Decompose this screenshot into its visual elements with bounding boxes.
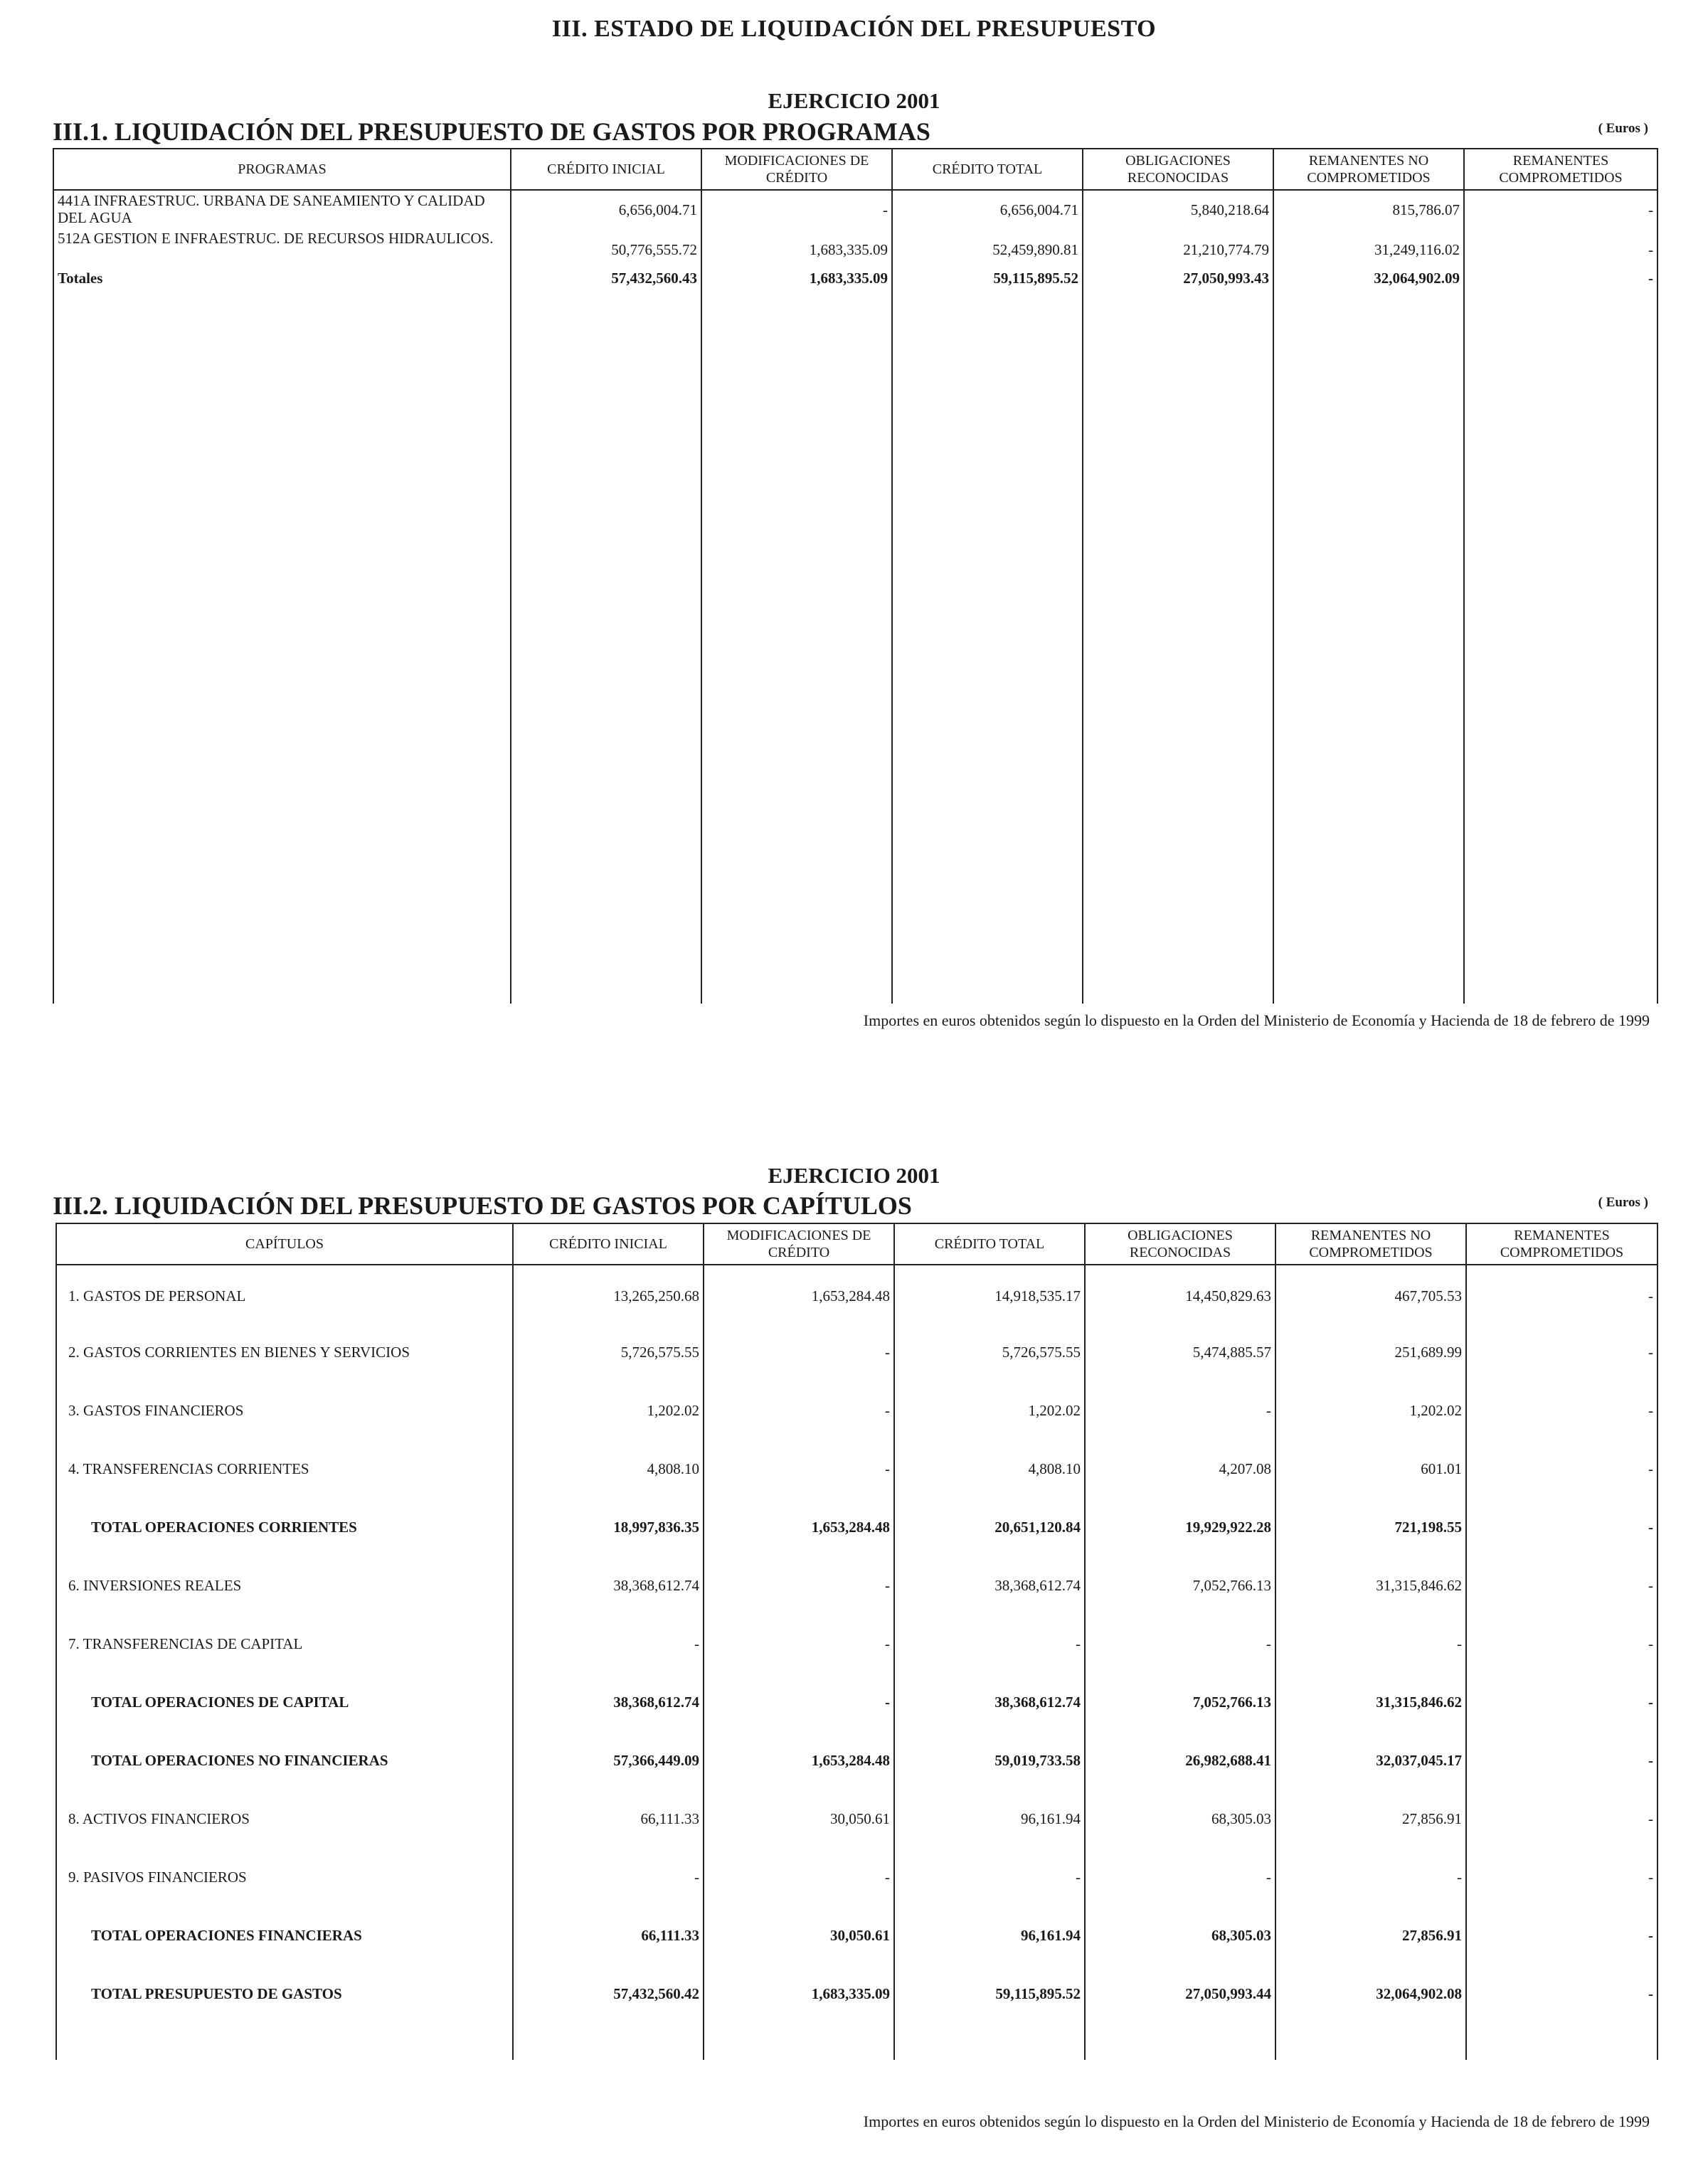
cell-value: 66,111.33 [513,1790,704,1848]
chapter-label: 4. TRANSFERENCIAS CORRIENTES [56,1440,513,1498]
cell-value: 721,198.55 [1275,1498,1466,1556]
cell-value: 96,161.94 [894,1906,1085,1965]
cell-value: - [1085,1848,1275,1906]
cell-value: - [1085,1615,1275,1673]
cell-value: - [513,1848,704,1906]
chapter-label: 7. TRANSFERENCIAS DE CAPITAL [56,1615,513,1673]
section2-title: III.2. LIQUIDACIÓN DEL PRESUPUESTO DE GASTOS POR CAPÍTULOS [53,1191,912,1220]
cell-value: - [1466,1615,1657,1673]
cell-value: - [1464,190,1657,230]
cell-value: 1,683,335.09 [701,230,892,270]
header-remanentes-no-comprometidos: REMANENTES NO COMPROMETIDOS [1275,1223,1466,1265]
cell-value: - [1466,1673,1657,1731]
cell-value: 96,161.94 [894,1790,1085,1848]
cell-value: 251,689.99 [1275,1323,1466,1381]
cell-value: 38,368,612.74 [513,1556,704,1615]
cell-value: 4,808.10 [894,1440,1085,1498]
cell-value: 38,368,612.74 [894,1673,1085,1731]
subtotal-row [56,1965,1657,2023]
cell-value: 1,202.02 [894,1381,1085,1440]
header-programas: PROGRAMAS [53,149,511,190]
chapter-label: 9. PASIVOS FINANCIEROS [56,1848,513,1906]
cell-value: - [704,1440,894,1498]
cell-value: 6,656,004.71 [892,190,1083,230]
cell-value: 7,052,766.13 [1085,1556,1275,1615]
cell-value: 14,450,829.63 [1085,1265,1275,1323]
cell-value: 52,459,890.81 [892,230,1083,270]
chapter-label: 3. GASTOS FINANCIEROS [56,1381,513,1440]
cell-value: - [704,1615,894,1673]
cell-value: 31,315,846.62 [1275,1556,1466,1615]
subtotal-label: TOTAL OPERACIONES FINANCIERAS [56,1906,513,1965]
cell-value: 1,683,335.09 [704,1965,894,2023]
cell-value: 5,840,218.64 [1083,190,1273,230]
cell-value: 32,064,902.08 [1275,1965,1466,2023]
totals-label: Totales [53,270,511,298]
subtotal-row [56,1906,1657,1965]
subtotal-label: TOTAL OPERACIONES CORRIENTES [56,1498,513,1556]
page-title: III. ESTADO DE LIQUIDACIÓN DEL PRESUPUESTO [551,16,1157,42]
cell-value: 20,651,120.84 [894,1498,1085,1556]
cell-value: 1,653,284.48 [704,1731,894,1790]
cell-value: 4,808.10 [513,1440,704,1498]
cell-value: 38,368,612.74 [513,1673,704,1731]
cell-value: 27,856.91 [1275,1790,1466,1848]
cell-value: 1,202.02 [513,1381,704,1440]
section2-units: ( Euros ) [1598,1195,1648,1210]
cell-value: - [1085,1381,1275,1440]
header-credito-inicial: CRÉDITO INICIAL [513,1223,704,1265]
cell-value: - [704,1323,894,1381]
table-row [56,1440,1657,1498]
cell-value: 27,050,993.43 [1083,270,1273,298]
cell-value: 30,050.61 [704,1906,894,1965]
cell-value: 31,315,846.62 [1275,1673,1466,1731]
table-row [56,1556,1657,1615]
section2-ejercicio: EJERCICIO 2001 [768,1163,940,1188]
cell-value: - [1464,230,1657,270]
program-name: 512A GESTION E INFRAESTRUC. DE RECURSOS HIDRAULICOS. [53,230,511,270]
header-credito-total: CRÉDITO TOTAL [894,1223,1085,1265]
cell-value: - [1466,1790,1657,1848]
cell-value: 68,305.03 [1085,1790,1275,1848]
header-remanentes-no-comprometidos: REMANENTES NO COMPROMETIDOS [1273,149,1464,190]
header-obligaciones: OBLIGACIONES RECONOCIDAS [1085,1223,1275,1265]
chapter-label: 2. GASTOS CORRIENTES EN BIENES Y SERVICIOS [56,1323,513,1381]
cell-value: - [1466,1323,1657,1381]
cell-value: 467,705.53 [1275,1265,1466,1323]
cell-value: 14,918,535.17 [894,1265,1085,1323]
table-row [56,1381,1657,1440]
chapter-label: 6. INVERSIONES REALES [56,1556,513,1615]
cell-value: - [1466,1440,1657,1498]
cell-value: 815,786.07 [1273,190,1464,230]
cell-value: 1,653,284.48 [704,1265,894,1323]
cell-value: 59,019,733.58 [894,1731,1085,1790]
cell-value: 57,432,560.42 [513,1965,704,2023]
cell-value: 6,656,004.71 [511,190,701,230]
table-row [53,230,1657,270]
cell-value: - [701,190,892,230]
table-row [56,1615,1657,1673]
table-row [56,1323,1657,1381]
table-filler [53,298,1657,1004]
header-modificaciones: MODIFICACIONES DE CRÉDITO [701,149,892,190]
cell-value: - [1466,1731,1657,1790]
cell-value: 5,474,885.57 [1085,1323,1275,1381]
program-name: 441A INFRAESTRUC. URBANA DE SANEAMIENTO Y CALIDAD DEL AGUA [53,190,511,230]
section1-footnote: Importes en euros obtenidos según lo dispuesto en la Orden del Ministerio de Economía y Hacienda de 18 de febrero de 1999 [863,1011,1650,1029]
table-row [56,1848,1657,1906]
cell-value: 1,202.02 [1275,1381,1466,1440]
table-header-row [56,1223,1657,1265]
cell-value: 5,726,575.55 [513,1323,704,1381]
cell-value: - [1466,1381,1657,1440]
section1-ejercicio: EJERCICIO 2001 [768,88,940,113]
section1-units: ( Euros ) [1598,121,1648,136]
table-filler [56,2023,1657,2060]
cell-value: 13,265,250.68 [513,1265,704,1323]
cell-value: 27,050,993.44 [1085,1965,1275,2023]
header-credito-inicial: CRÉDITO INICIAL [511,149,701,190]
header-remanentes-comprometidos: REMANENTES COMPROMETIDOS [1466,1223,1657,1265]
section1-title: III.1. LIQUIDACIÓN DEL PRESUPUESTO DE GASTOS POR PROGRAMAS [53,117,930,146]
cell-value: 30,050.61 [704,1790,894,1848]
cell-value: - [704,1673,894,1731]
cell-value: 5,726,575.55 [894,1323,1085,1381]
table-row [53,190,1657,230]
cell-value: 21,210,774.79 [1083,230,1273,270]
subtotal-row [56,1498,1657,1556]
header-remanentes-comprometidos: REMANENTES COMPROMETIDOS [1464,149,1657,190]
programs-table [53,148,1658,1004]
cell-value: 68,305.03 [1085,1906,1275,1965]
cell-value: - [1464,270,1657,298]
cell-value: 31,249,116.02 [1273,230,1464,270]
subtotal-label: TOTAL OPERACIONES DE CAPITAL [56,1673,513,1731]
cell-value: - [1466,1965,1657,2023]
cell-value: - [704,1848,894,1906]
cell-value: 57,366,449.09 [513,1731,704,1790]
table-header-row [53,149,1657,190]
chapters-table [55,1223,1658,2060]
cell-value: - [1466,1556,1657,1615]
cell-value: - [704,1556,894,1615]
subtotal-row [56,1673,1657,1731]
cell-value: 32,037,045.17 [1275,1731,1466,1790]
header-modificaciones: MODIFICACIONES DE CRÉDITO [704,1223,894,1265]
cell-value: 4,207.08 [1085,1440,1275,1498]
cell-value: - [894,1848,1085,1906]
cell-value: 66,111.33 [513,1906,704,1965]
cell-value: 601.01 [1275,1440,1466,1498]
cell-value: 27,856.91 [1275,1906,1466,1965]
cell-value: 1,653,284.48 [704,1498,894,1556]
cell-value: - [894,1615,1085,1673]
cell-value: 26,982,688.41 [1085,1731,1275,1790]
cell-value: 19,929,922.28 [1085,1498,1275,1556]
subtotal-label: TOTAL PRESUPUESTO DE GASTOS [56,1965,513,2023]
cell-value: 50,776,555.72 [511,230,701,270]
cell-value: 18,997,836.35 [513,1498,704,1556]
cell-value: 1,683,335.09 [701,270,892,298]
header-credito-total: CRÉDITO TOTAL [892,149,1083,190]
cell-value: 57,432,560.43 [511,270,701,298]
cell-value: - [1466,1498,1657,1556]
cell-value: 59,115,895.52 [892,270,1083,298]
header-capitulos: CAPÍTULOS [56,1223,513,1265]
chapter-label: 8. ACTIVOS FINANCIEROS [56,1790,513,1848]
subtotal-label: TOTAL OPERACIONES NO FINANCIERAS [56,1731,513,1790]
table-row [56,1790,1657,1848]
cell-value: - [1466,1906,1657,1965]
table-row [56,1265,1657,1323]
cell-value: 7,052,766.13 [1085,1673,1275,1731]
header-obligaciones: OBLIGACIONES RECONOCIDAS [1083,149,1273,190]
cell-value: 38,368,612.74 [894,1556,1085,1615]
subtotal-row [56,1731,1657,1790]
section2-footnote: Importes en euros obtenidos según lo dispuesto en la Orden del Ministerio de Economía y Hacienda de 18 de febrero de 1999 [863,2112,1650,2130]
cell-value: - [1466,1848,1657,1906]
cell-value: 32,064,902.09 [1273,270,1464,298]
cell-value: 59,115,895.52 [894,1965,1085,2023]
cell-value: - [1466,1265,1657,1323]
chapter-label: 1. GASTOS DE PERSONAL [56,1265,513,1323]
cell-value: - [1275,1848,1466,1906]
totals-row [53,270,1657,298]
cell-value: - [704,1381,894,1440]
cell-value: - [1275,1615,1466,1673]
cell-value: - [513,1615,704,1673]
